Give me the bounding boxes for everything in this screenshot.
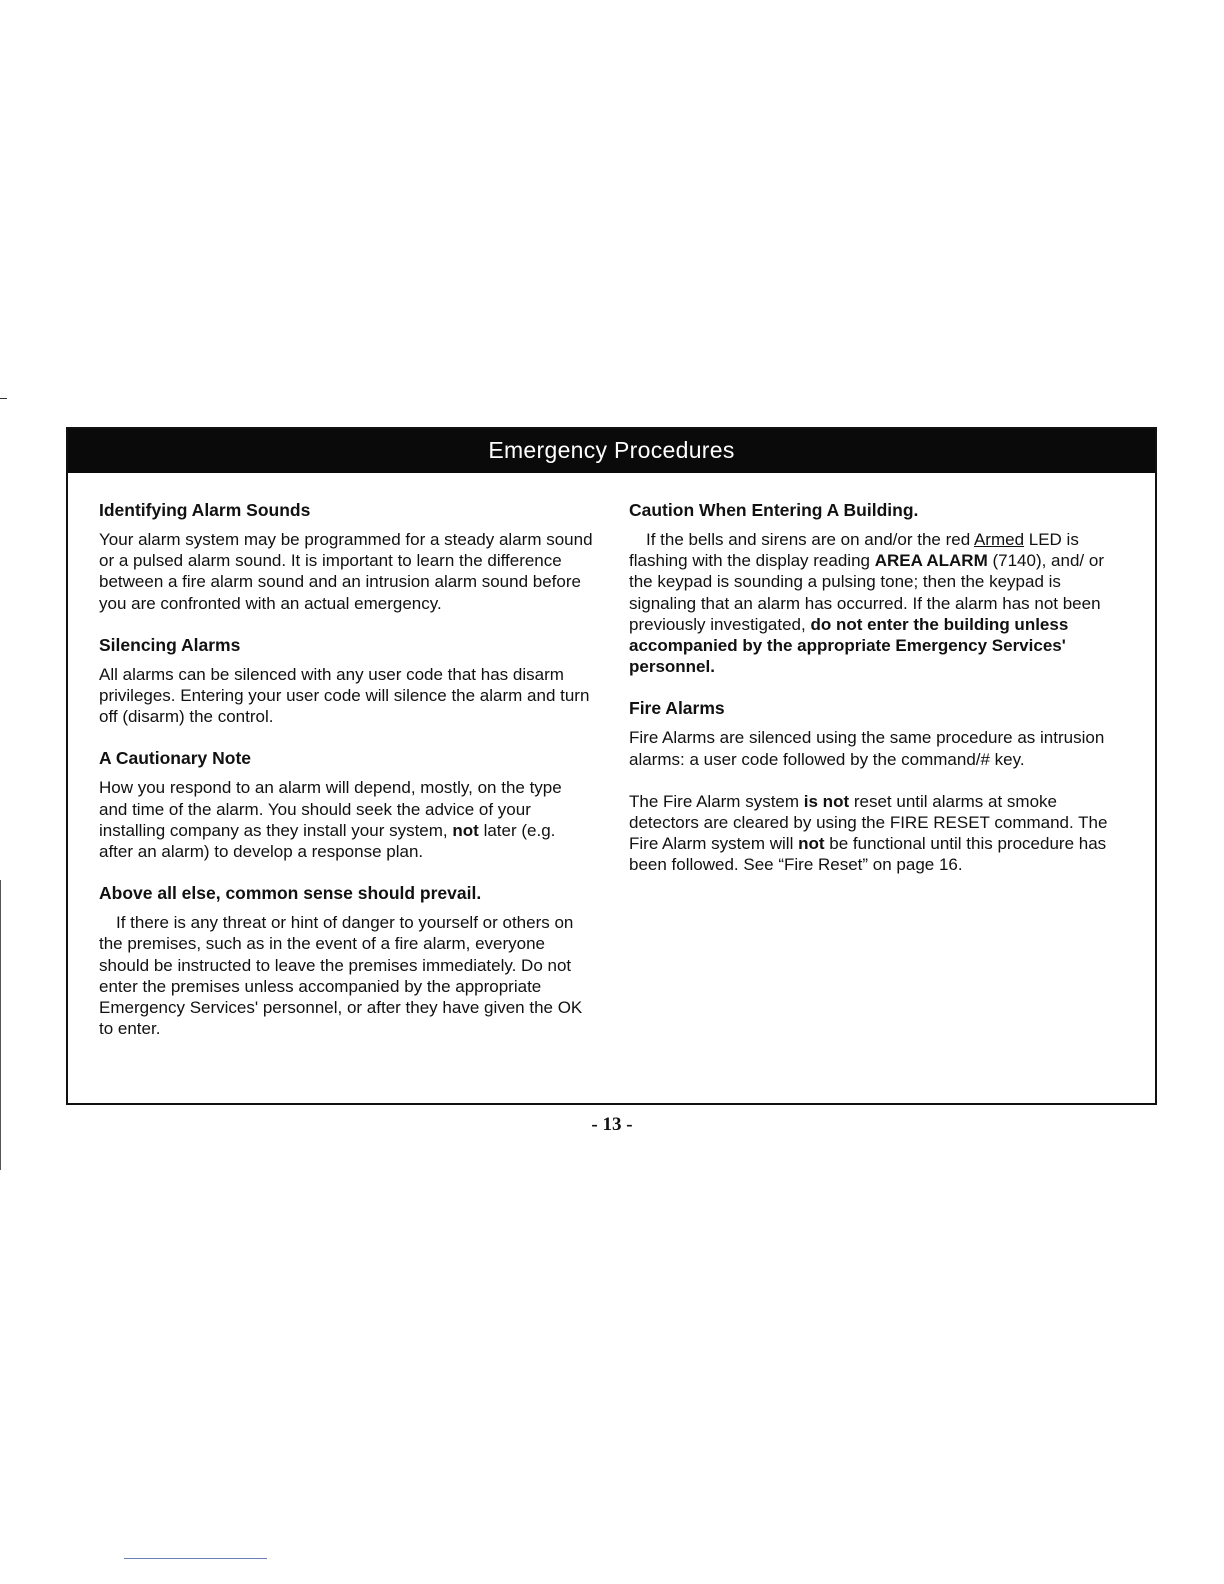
fire-alarms-section [629,697,1124,875]
identifying-alarm-sounds-heading: Identifying Alarm Sounds [99,500,311,520]
cautionary-note-heading: A Cautionary Note [99,748,252,769]
cautionary-note-section [99,747,594,862]
caution-entering-text: If the bells and sirens are on and/or the red Armed LED is flashing with the display reading AREA ALARM (7140), and/ or the keypad is sounding a pulsing tone; then the keypad is signaling that an alarm has occurred. If the alarm has not been previously investigated, do not enter the building unless accompanied by the appropriate Emergency Services' personnel. [629,530,1104,677]
cautionary-note-text: How you respond to an alarm will depend, mostly, on the type and time of the alarm. You should seek the advice of your installing company as they install your system, not later (e.g. after an alarm) to develop a response plan. [99,778,562,862]
section-title-bar [68,429,1155,473]
identifying-alarm-sounds-text: Your alarm system may be programmed for a steady alarm sound or a pulsed alarm sound. It is important to learn the difference between a fire alarm sound and an intrusion alarm sound before you are confronted with an actual emergency. [99,530,593,613]
caution-entering-section [629,499,1124,677]
page-number: - 13 - [591,1114,633,1135]
silencing-alarms-section [99,634,594,728]
scan-edge-mark [0,398,7,399]
left-column [99,499,594,1059]
common-sense-text: If there is any threat or hint of danger to yourself or others on the premises, such as in the event of a fire alarm, everyone should be instructed to leave the premises immediately. Do not enter the premises unless accompanied by the appropriate Emergency Services' personnel, or after they have given the OK to enter. [99,913,583,1039]
caution-entering-heading: Caution When Entering A Building. [629,500,919,520]
scan-bottom-rule [124,1558,267,1559]
content-frame [66,427,1157,1105]
silencing-alarms-heading: Silencing Alarms [99,634,241,655]
common-sense-heading: Above all else, common sense should prevail. [99,883,482,904]
area-alarm-display: AREA ALARM [874,551,988,571]
common-sense-section [99,882,594,1039]
armed-led-label: Armed [973,530,1025,549]
fire-alarms-text-2: The Fire Alarm system is not reset until alarms at smoke detectors are cleared by using the FIRE RESET command. The Fire Alarm system will not be functional until this procedure has been followed. See “Fire Reset” on page 16. [629,791,1108,875]
section-title: Emergency Procedures [488,437,735,463]
fire-alarms-heading: Fire Alarms [629,698,725,719]
fire-alarms-text-1: Fire Alarms are silenced using the same procedure as intrusion alarms: a user code followed by the command/# key. [629,728,1105,769]
silencing-alarms-text: All alarms can be silenced with any user code that has disarm privileges. Entering your user code will silence the alarm and turn off (disarm) the control. [99,664,590,727]
right-column [629,499,1124,896]
identifying-alarm-sounds-section [99,499,594,614]
